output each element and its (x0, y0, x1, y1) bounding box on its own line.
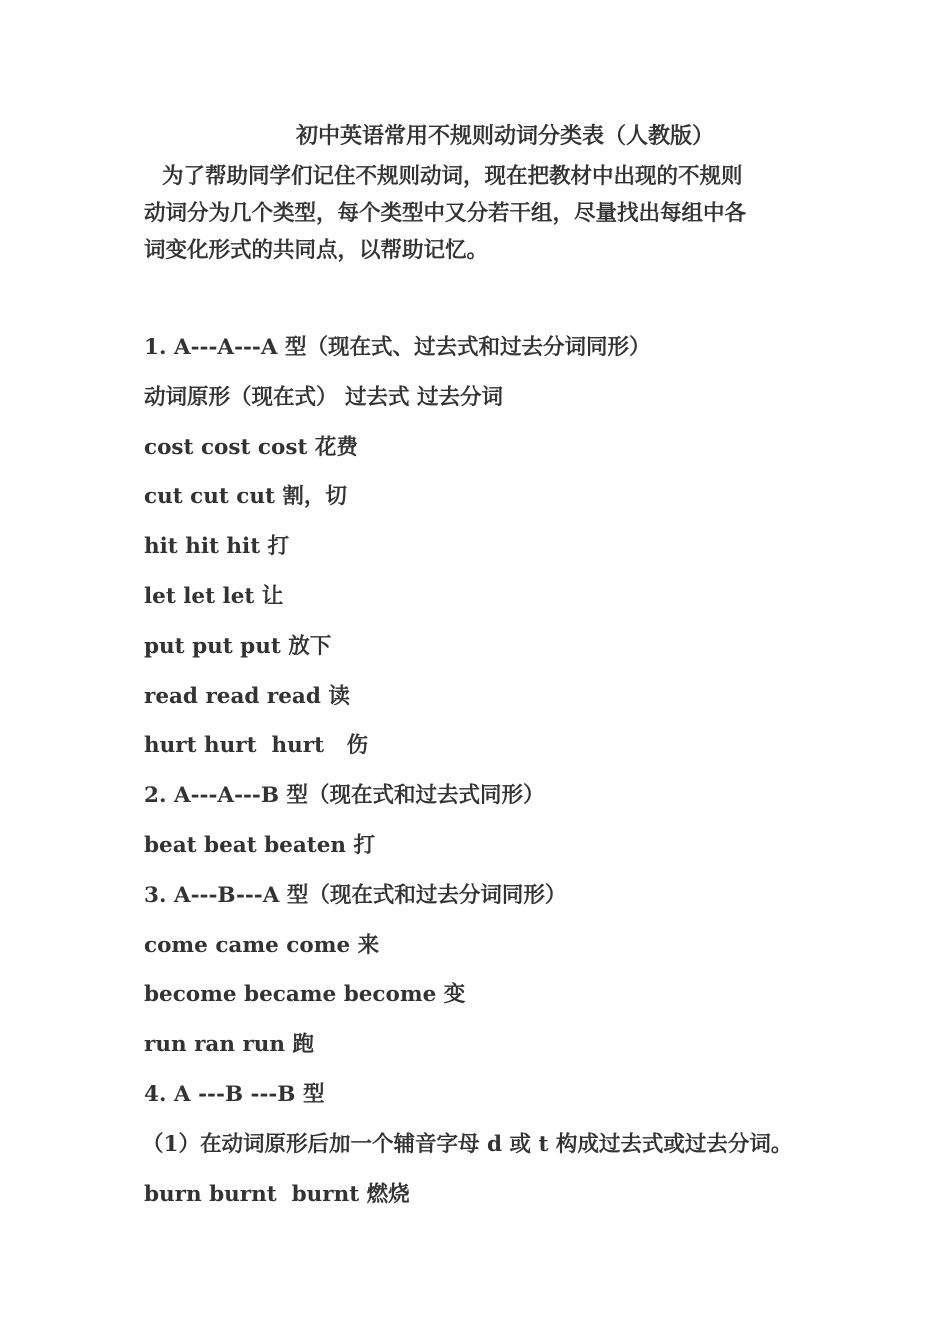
verb-entry: cut cut cut 割，切 (144, 484, 347, 510)
verb-list (144, 330, 864, 1226)
section-heading-aab: 2. A---A---B 型（现在式和过去式同形） (144, 783, 545, 809)
verb-entry: hurt hurt hurt 伤 (144, 733, 368, 759)
column-header: 动词原形（现在式） 过去式 过去分词 (144, 384, 503, 410)
verb-entry: become became become 变 (144, 982, 466, 1008)
verb-entry: put put put 放下 (144, 633, 332, 659)
section-heading-abb: 4. A ---B ---B 型 (144, 1081, 325, 1107)
section-heading-aaa: 1. A---A---A 型（现在式、过去式和过去分词同形） (144, 335, 651, 360)
section-heading-aba: 3. A---B---A 型（现在式和过去分词同形） (144, 882, 567, 908)
intro-line: 为了帮助同学们记住不规则动词，现在把教材中出现的不规则 (162, 164, 743, 189)
subsection-note: （1）在动词原形后加一个辅音字母 d 或 t 构成过去式或过去分词。 (142, 1131, 793, 1157)
verb-entry: burn burnt burnt 燃烧 (144, 1181, 410, 1207)
intro-line: 词变化形式的共同点，以帮助记忆。 (144, 238, 489, 263)
verb-entry: come came come 来 (144, 932, 380, 958)
verb-entry: hit hit hit 打 (144, 534, 290, 560)
verb-entry: read read read 读 (144, 683, 350, 709)
document-title: 初中英语常用不规则动词分类表（人教版） (296, 123, 715, 149)
verb-entry: run ran run 跑 (144, 1032, 315, 1058)
verb-entry: let let let 让 (144, 583, 284, 609)
intro-line: 动词分为几个类型，每个类型中又分若干组，尽量找出每组中各 (144, 201, 747, 226)
verb-entry: cost cost cost 花费 (144, 434, 358, 460)
verb-entry: beat beat beaten 打 (144, 832, 375, 858)
intro-paragraph (144, 158, 814, 269)
